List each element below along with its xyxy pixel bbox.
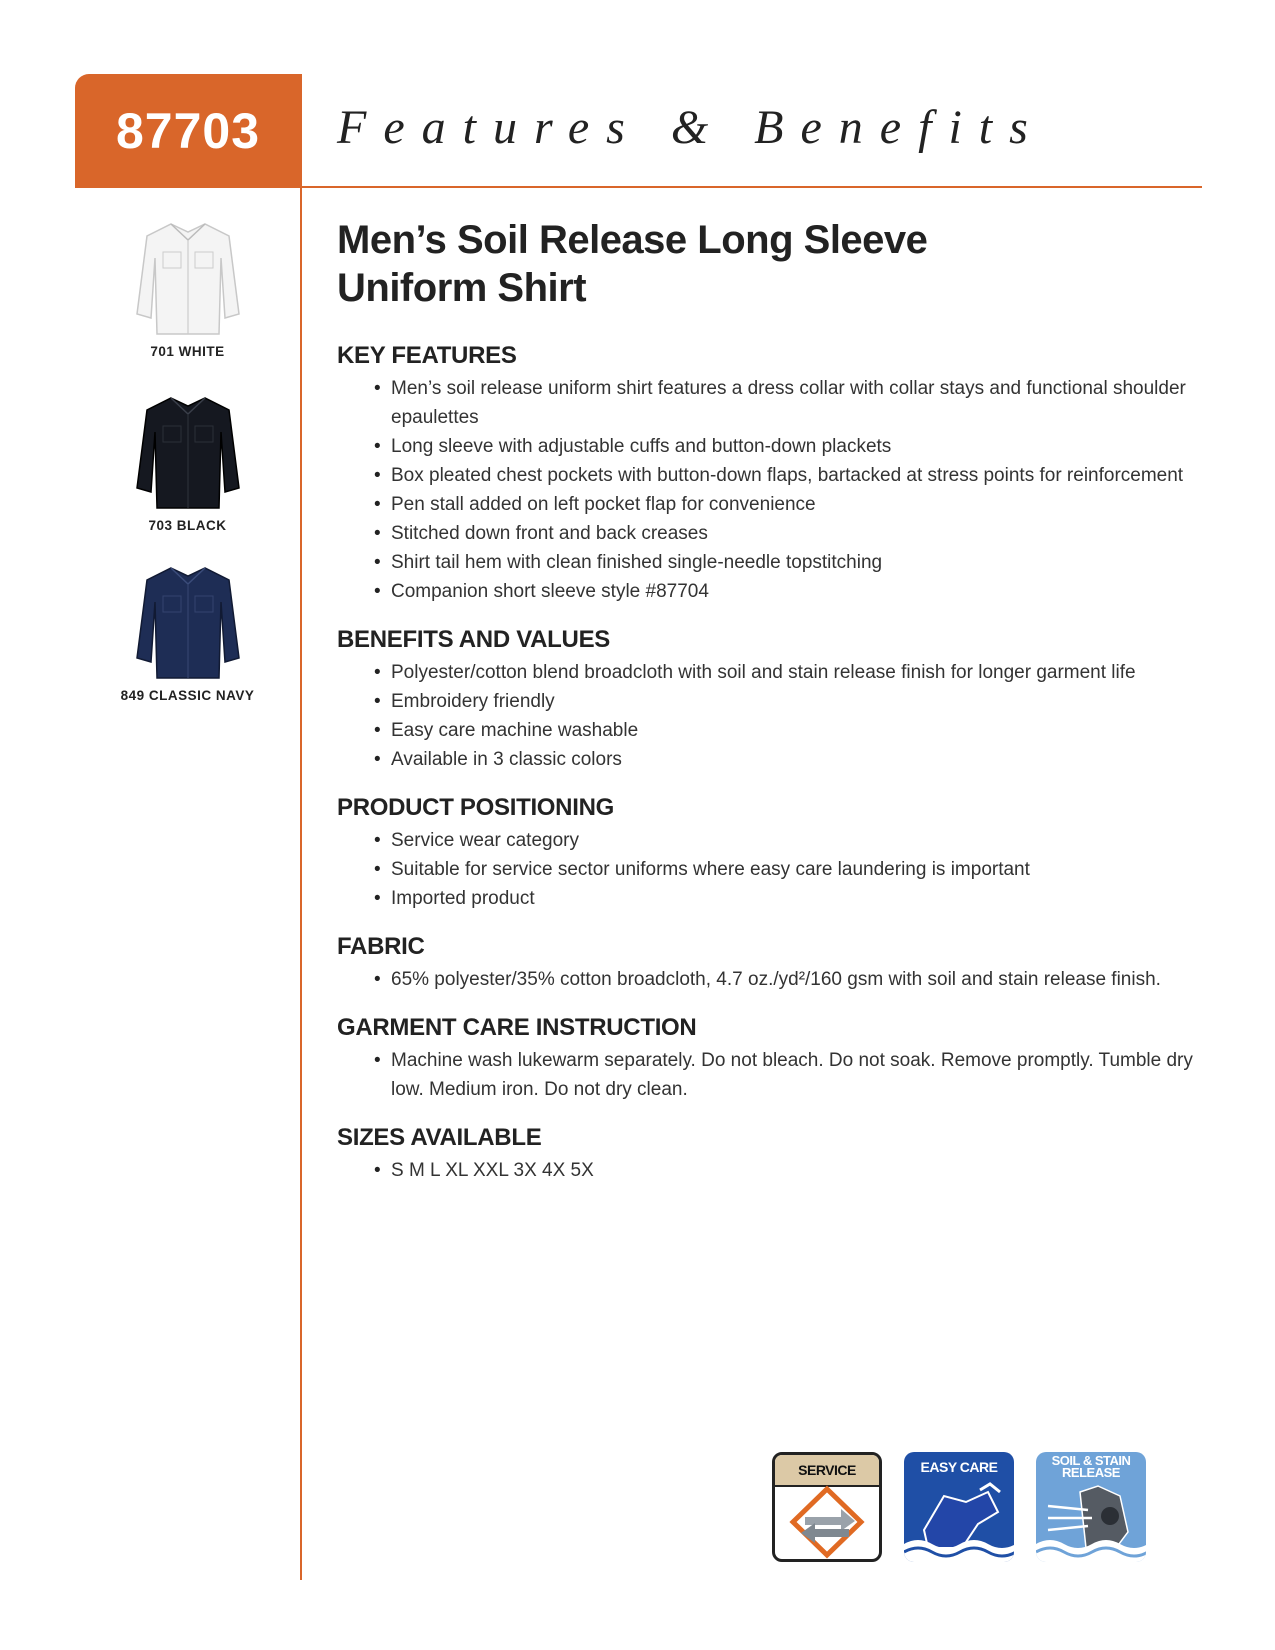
section-key-features (337, 342, 1197, 606)
list-item: • Shirt tail hem with clean finished single-needle topstitching (374, 548, 1197, 577)
swatch-label: 703 BLACK (148, 518, 227, 533)
list-item: • Men’s soil release uniform shirt features a dress collar with collar stays and functional shoulder epaulettes (374, 374, 1197, 432)
style-number-badge (75, 74, 301, 188)
feature-icons (772, 1452, 1146, 1562)
section-heading: BENEFITS AND VALUES (337, 626, 610, 653)
list-item: • Service wear category (374, 826, 1197, 855)
section-sizes-available (337, 1124, 1197, 1185)
list-item: • Companion short sleeve style #87704 (374, 577, 1197, 606)
list-item: • Long sleeve with adjustable cuffs and button-down plackets (374, 432, 1197, 461)
list-item: • Easy care machine washable (374, 716, 1197, 745)
black-shirt-image (133, 392, 243, 512)
list-item: • Imported product (374, 884, 1197, 913)
page-tagline: Features & Benefits (337, 101, 1045, 154)
soil-stain-label-line-1: SOIL & STAIN (1051, 1453, 1131, 1468)
soil-stain-release-label (1036, 1452, 1146, 1482)
easy-care-label: EASY CARE (920, 1459, 998, 1475)
easy-care-icon (904, 1452, 1014, 1562)
section-heading: PRODUCT POSITIONING (337, 794, 614, 821)
product-title-line-2: Uniform Shirt (337, 266, 587, 310)
navy-shirt-image (133, 562, 243, 682)
list-item: • Embroidery friendly (374, 687, 1197, 716)
list-item: • Machine wash lukewarm separately. Do not bleach. Do not soak. Remove promptly. Tumble dry low. Medium iron. Do not dry clean. (374, 1046, 1197, 1104)
list-item: • Polyester/cotton blend broadcloth with soil and stain release finish for longer garment life (374, 658, 1197, 687)
style-number: 87703 (115, 103, 261, 159)
list-item: • Box pleated chest pockets with button-down flaps, bartacked at stress points for reinforcement (374, 461, 1197, 490)
section-benefits-and-values (337, 626, 1197, 774)
list-item: • Pen stall added on left pocket flap for convenience (374, 490, 1197, 519)
soil-stain-label-line-2: RELEASE (1062, 1465, 1120, 1480)
product-title-line-1: Men’s Soil Release Long Sleeve (337, 218, 928, 262)
section-heading: SIZES AVAILABLE (337, 1124, 542, 1151)
easy-care-graphic (904, 1482, 1014, 1562)
header-divider (75, 186, 1202, 188)
section-fabric (337, 933, 1197, 994)
white-shirt-image (133, 218, 243, 338)
service-label: SERVICE (775, 1455, 879, 1487)
swatch-label: 849 CLASSIC NAVY (120, 688, 255, 703)
list-item: • Stitched down front and back creases (374, 519, 1197, 548)
product-title (337, 216, 1197, 312)
section-product-positioning (337, 794, 1197, 913)
list-item: • S M L XL XXL 3X 4X 5X (374, 1156, 1197, 1185)
list-item: • Available in 3 classic colors (374, 745, 1197, 774)
swatch-white (100, 218, 275, 359)
swatch-label: 701 WHITE (150, 344, 225, 359)
service-icon (772, 1452, 882, 1562)
section-heading: KEY FEATURES (337, 342, 517, 369)
swatch-black (100, 392, 275, 533)
section-heading: GARMENT CARE INSTRUCTION (337, 1014, 697, 1041)
section-heading: FABRIC (337, 933, 425, 960)
main-content (337, 216, 1197, 1205)
swatch-classic-navy (100, 562, 275, 703)
soil-stain-graphic (1036, 1482, 1146, 1562)
service-arrows-graphic (775, 1485, 879, 1559)
list-item: • Suitable for service sector uniforms where easy care laundering is important (374, 855, 1197, 884)
list-item: • 65% polyester/35% cotton broadcloth, 4.7 oz./yd²/160 gsm with soil and stain release finish. (374, 965, 1197, 994)
soil-stain-release-icon (1036, 1452, 1146, 1562)
section-garment-care (337, 1014, 1197, 1104)
sidebar-divider (300, 74, 302, 1580)
